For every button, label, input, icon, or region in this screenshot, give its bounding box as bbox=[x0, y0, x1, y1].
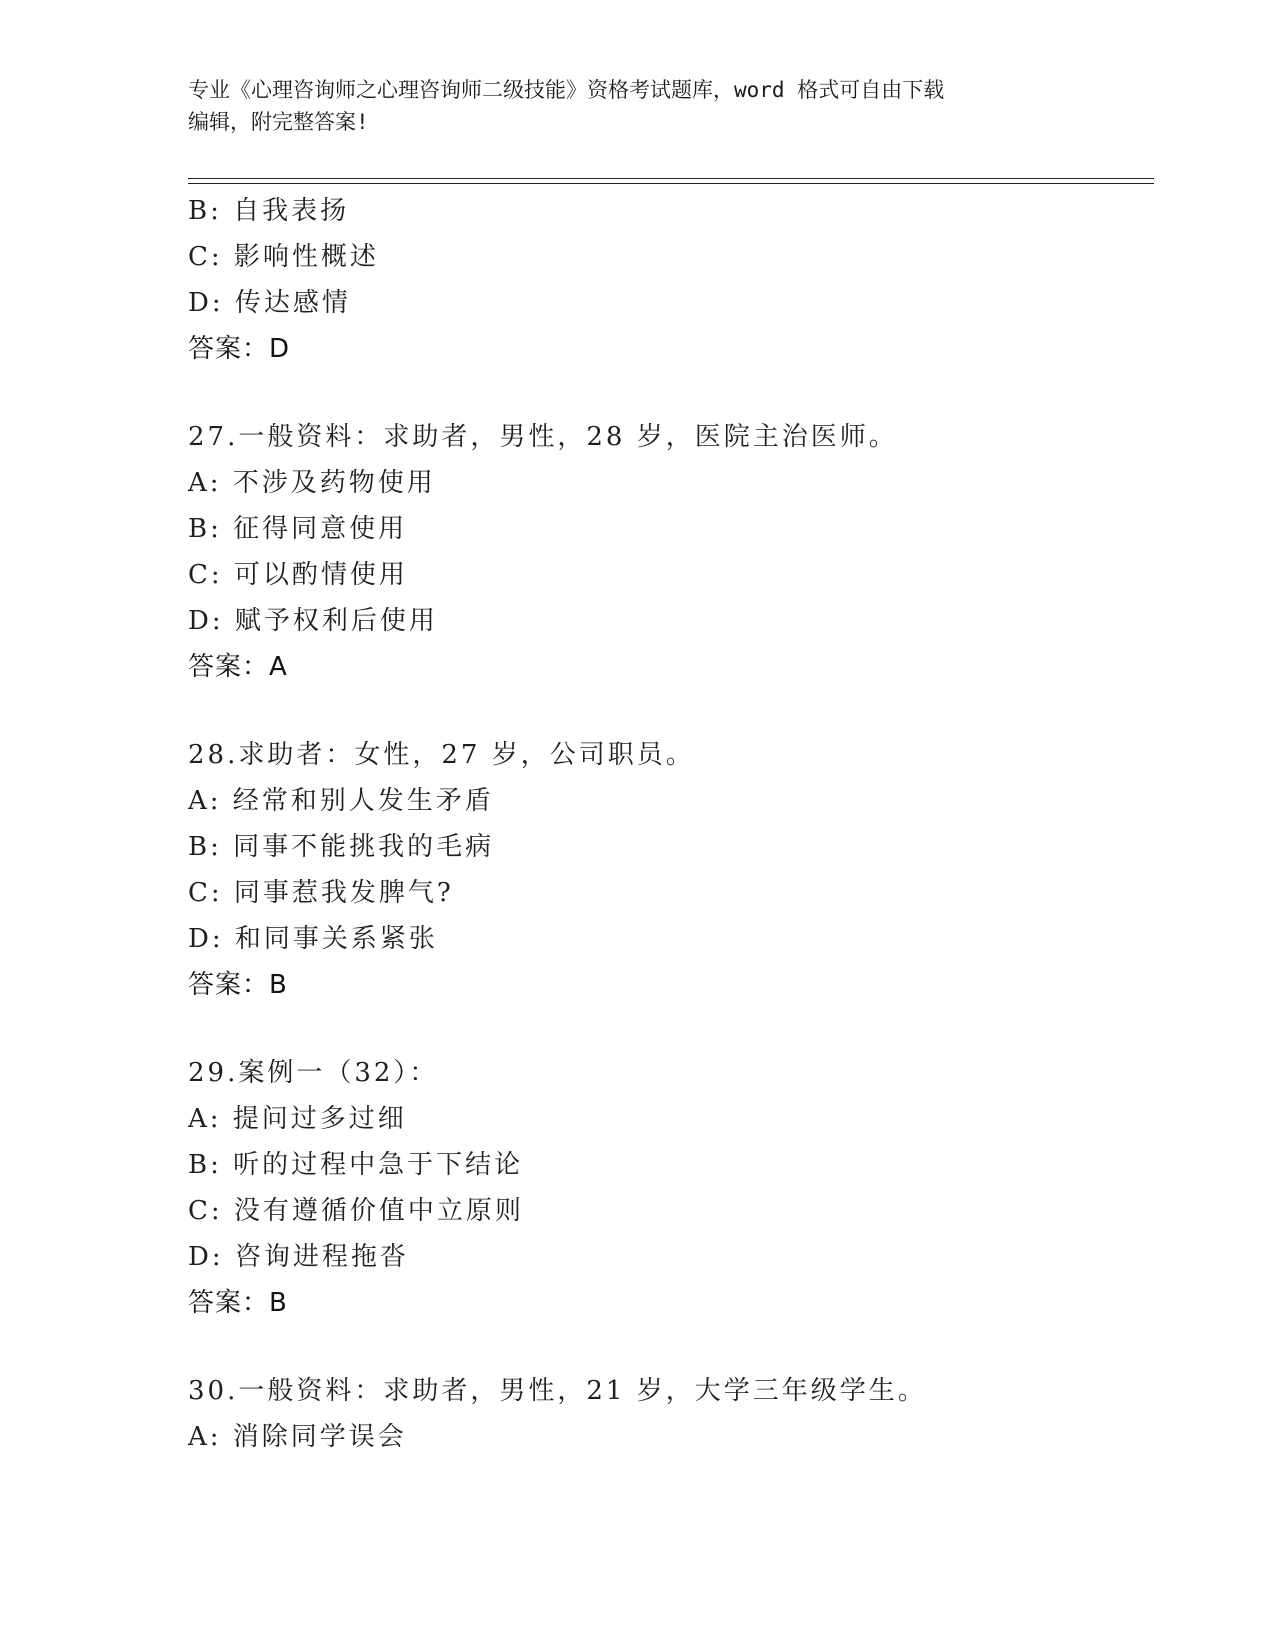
header-divider-top bbox=[188, 178, 1154, 179]
header-line-2: 编辑，附完整答案! bbox=[188, 110, 369, 134]
option-a: A: 提问过多过细 bbox=[188, 1104, 407, 1134]
answer-line: 答案：B bbox=[188, 1288, 288, 1318]
spacer bbox=[188, 690, 1154, 732]
answer-line: 答案：D bbox=[188, 334, 291, 364]
question-28 bbox=[188, 732, 1154, 1008]
option-d: D: 咨询进程拖沓 bbox=[188, 1242, 409, 1272]
spacer bbox=[188, 1008, 1154, 1050]
header-line-1: 专业《心理咨询师之心理咨询师二级技能》资格考试题库，word 格式可自由下载 bbox=[188, 78, 945, 102]
question-text: 28.求助者：女性，27 岁，公司职员。 bbox=[188, 740, 695, 770]
option-b: B: 征得同意使用 bbox=[188, 514, 408, 544]
option-c: C: 同事惹我发脾气? bbox=[188, 878, 454, 908]
spacer bbox=[188, 1326, 1154, 1368]
option-d: D: 赋予权利后使用 bbox=[188, 606, 438, 636]
question-27 bbox=[188, 414, 1154, 690]
option-b: B: 听的过程中急于下结论 bbox=[188, 1150, 524, 1180]
option-b: B: 同事不能挑我的毛病 bbox=[188, 832, 495, 862]
answer-line: 答案：B bbox=[188, 970, 288, 1000]
question-text: 29.案例一（32）： bbox=[188, 1058, 439, 1088]
page-header bbox=[188, 74, 1068, 138]
option-d: D: 和同事关系紧张 bbox=[188, 924, 438, 954]
answer-line: 答案：A bbox=[188, 652, 288, 682]
question-list bbox=[188, 188, 1154, 1460]
option-a: A: 消除同学误会 bbox=[188, 1422, 407, 1452]
question-text: 27.一般资料：求助者，男性，28 岁，医院主治医师。 bbox=[188, 422, 898, 452]
option-b: B: 自我表扬 bbox=[188, 196, 350, 226]
spacer bbox=[188, 372, 1154, 414]
question-text: 30.一般资料：求助者，男性，21 岁，大学三年级学生。 bbox=[188, 1376, 927, 1406]
option-c: C: 可以酌情使用 bbox=[188, 560, 408, 590]
option-a: A: 经常和别人发生矛盾 bbox=[188, 786, 494, 816]
question-30 bbox=[188, 1368, 1154, 1460]
question-29 bbox=[188, 1050, 1154, 1326]
option-a: A: 不涉及药物使用 bbox=[188, 468, 436, 498]
header-divider-bottom bbox=[188, 183, 1154, 184]
option-c: C: 影响性概述 bbox=[188, 242, 379, 272]
option-d: D: 传达感情 bbox=[188, 288, 351, 318]
option-c: C: 没有遵循价值中立原则 bbox=[188, 1196, 524, 1226]
question-26 bbox=[188, 188, 1154, 372]
